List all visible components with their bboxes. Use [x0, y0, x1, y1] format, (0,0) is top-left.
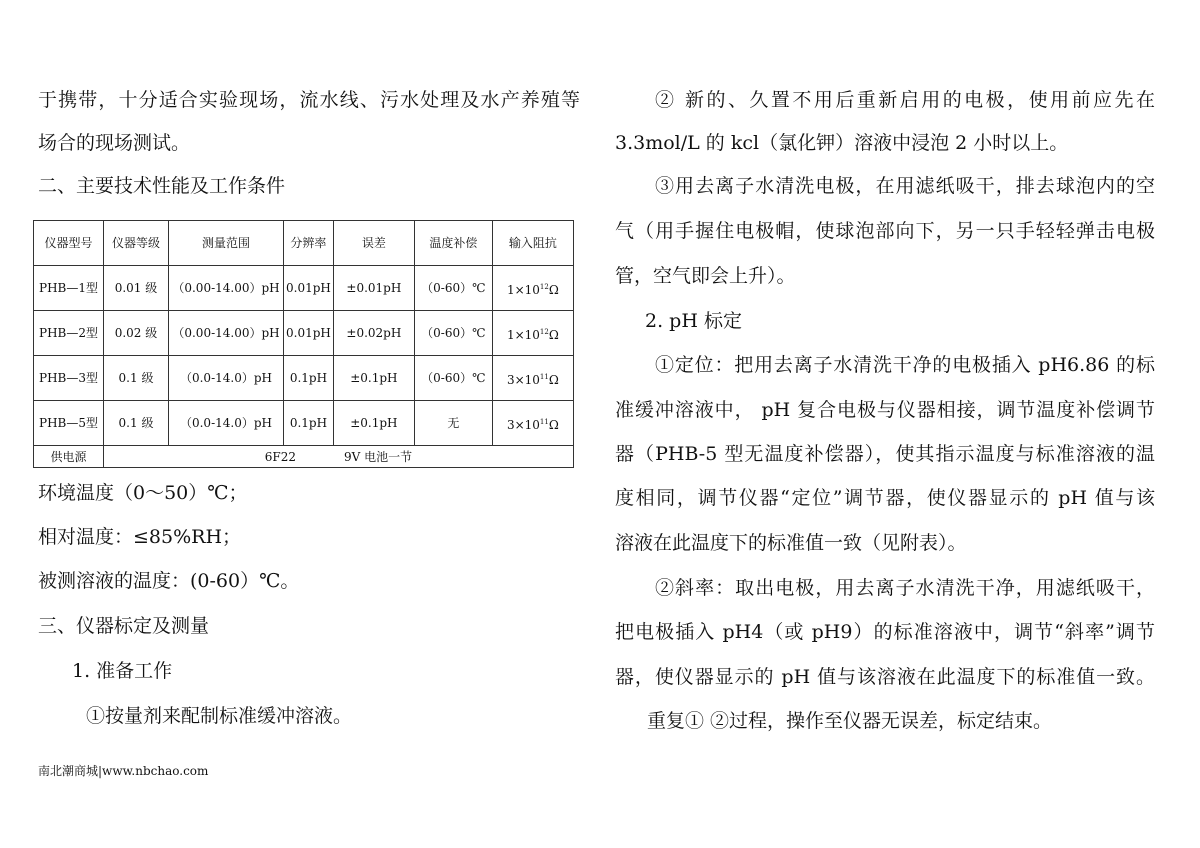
- impedance-cell: [492, 401, 573, 446]
- condition-line: 被测溶液的温度：(0-60）℃。: [38, 570, 300, 592]
- model-cell: PHB—1型: [34, 266, 104, 311]
- header-cell: 分辨率: [284, 221, 334, 266]
- error-cell: ±0.1pH: [333, 401, 414, 446]
- temp-cell: （0-60）℃: [414, 311, 492, 356]
- paragraph-line: 溶液在此温度下的标准值一致（见附表）。: [615, 532, 967, 554]
- condition-line: 环境温度（0～50）℃；: [38, 482, 248, 504]
- paragraph-line: ② 新的、久置不用后重新启用的电极，使用前应先在: [655, 89, 1155, 111]
- grade-cell: 0.01 级: [104, 266, 169, 311]
- paragraph-line: 管，空气即会上升）。: [615, 265, 796, 287]
- impedance-base: 3×10: [506, 417, 540, 432]
- temp-cell: 无: [414, 401, 492, 446]
- resolution-cell: 0.01pH: [284, 266, 334, 311]
- impedance-base: 3×10: [506, 372, 540, 387]
- model-cell: PHB—2型: [34, 311, 104, 356]
- paragraph-line: ①定位：把用去离子水清洗干净的电极插入 pH6.86 的标: [655, 354, 1155, 376]
- footer-source: 南北潮商城|www.nbchao.com: [38, 764, 209, 778]
- paragraph-line: 3.3mol/L 的 kcl（氯化钾）溶液中浸泡 2 小时以上。: [615, 132, 1069, 154]
- resolution-cell: 0.1pH: [284, 356, 334, 401]
- impedance-exp: 11: [539, 372, 549, 381]
- impedance-unit: Ω: [548, 327, 559, 342]
- header-cell: 仪器型号: [34, 221, 104, 266]
- model-cell: PHB—5型: [34, 401, 104, 446]
- paragraph-line: 把电极插入 pH4（或 pH9）的标准溶液中，调节“斜率”调节: [615, 621, 1155, 643]
- error-cell: ±0.02pH: [333, 311, 414, 356]
- paragraph-line: ①按量剂来配制标准缓冲溶液。: [86, 705, 353, 727]
- impedance-unit: Ω: [548, 372, 559, 387]
- spec-table: [33, 220, 574, 468]
- grade-cell: 0.1 级: [104, 356, 169, 401]
- impedance-exp: 11: [539, 417, 549, 426]
- paragraph-line: 准缓冲溶液中， pH 复合电极与仪器相接，调节温度补偿调节: [615, 399, 1155, 421]
- power-row: [34, 446, 574, 468]
- paragraph-line: 度相同，调节仪器“定位”调节器，使仪器显示的 pH 值与该: [615, 487, 1155, 509]
- impedance-unit: Ω: [548, 282, 559, 297]
- paragraph-line: 于携带，十分适合实验现场，流水线、污水处理及水产养殖等: [38, 89, 580, 111]
- header-cell: 测量范围: [169, 221, 284, 266]
- header-cell: 温度补偿: [414, 221, 492, 266]
- impedance-exp: 12: [539, 282, 549, 291]
- table-row: [34, 401, 574, 446]
- header-cell: 误差: [333, 221, 414, 266]
- power-value: 6F22 9V 电池一节: [104, 446, 574, 468]
- impedance-exp: 12: [539, 327, 549, 336]
- section-heading: 三、仪器标定及测量: [38, 615, 210, 637]
- resolution-cell: 0.1pH: [284, 401, 334, 446]
- table-header-row: [34, 221, 574, 266]
- table-row: [34, 356, 574, 401]
- temp-cell: （0-60）℃: [414, 266, 492, 311]
- paragraph-line: 器，使仪器显示的 pH 值与该溶液在此温度下的标准值一致。: [615, 666, 1155, 688]
- temp-cell: （0-60）℃: [414, 356, 492, 401]
- impedance-base: 1×10: [506, 327, 540, 342]
- condition-line: 相对温度：≤85%RH；: [38, 526, 242, 548]
- range-cell: （0.0-14.0）pH: [169, 401, 284, 446]
- model-cell: PHB—3型: [34, 356, 104, 401]
- impedance-cell: [492, 311, 573, 356]
- table-row: [34, 266, 574, 311]
- paragraph-line: ③用去离子水清洗电极，在用滤纸吸干，排去球泡内的空: [655, 175, 1155, 197]
- section-heading: 二、主要技术性能及工作条件: [38, 175, 286, 197]
- impedance-base: 1×10: [506, 282, 540, 297]
- range-cell: （0.00-14.00）pH: [169, 311, 284, 356]
- range-cell: （0.0-14.0）pH: [169, 356, 284, 401]
- subsection-heading: 1. 准备工作: [72, 660, 173, 682]
- impedance-cell: [492, 266, 573, 311]
- paragraph-line: 气（用手握住电极帽，使球泡部向下，另一只手轻轻弹击电极: [615, 220, 1155, 242]
- paragraph-line: 重复① ②过程，操作至仪器无误差，标定结束。: [647, 710, 1053, 732]
- header-cell: 仪器等级: [104, 221, 169, 266]
- grade-cell: 0.1 级: [104, 401, 169, 446]
- grade-cell: 0.02 级: [104, 311, 169, 356]
- resolution-cell: 0.01pH: [284, 311, 334, 356]
- error-cell: ±0.01pH: [333, 266, 414, 311]
- subsection-heading: 2. pH 标定: [645, 310, 742, 332]
- range-cell: （0.00-14.00）pH: [169, 266, 284, 311]
- paragraph-line: ②斜率：取出电极，用去离子水清洗干净，用滤纸吸干，: [655, 577, 1155, 599]
- header-cell: 输入阻抗: [492, 221, 573, 266]
- impedance-unit: Ω: [548, 417, 559, 432]
- paragraph-line: 场合的现场测试。: [38, 132, 191, 154]
- table-row: [34, 311, 574, 356]
- impedance-cell: [492, 356, 573, 401]
- paragraph-line: 器（PHB-5 型无温度补偿器），使其指示温度与标准溶液的温: [615, 443, 1155, 465]
- error-cell: ±0.1pH: [333, 356, 414, 401]
- power-label: 供电源: [34, 446, 104, 468]
